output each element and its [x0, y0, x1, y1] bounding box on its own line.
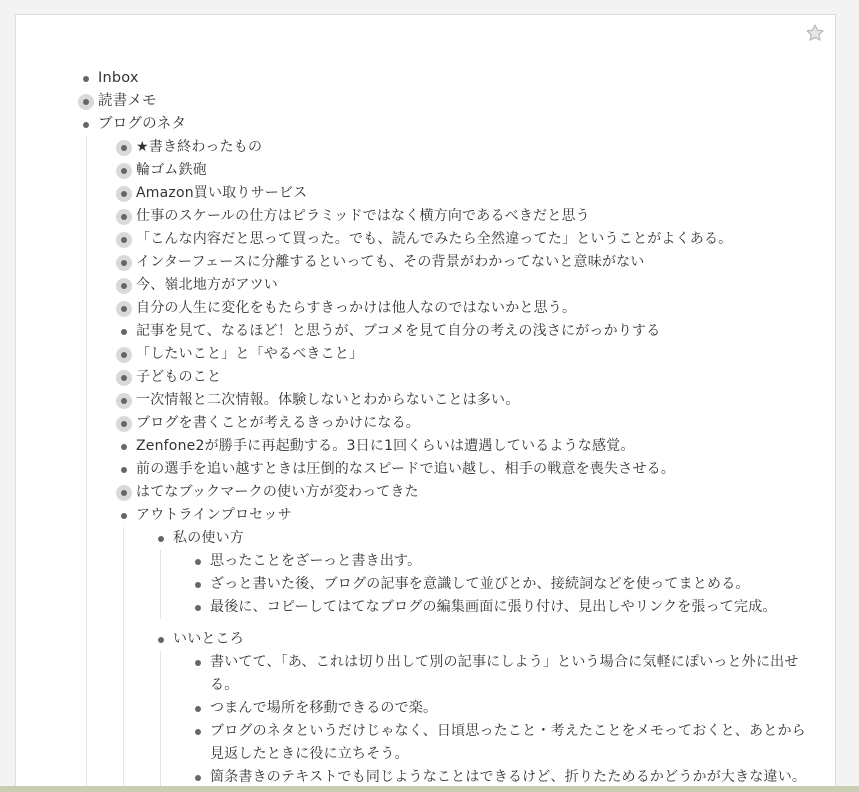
outline-item-label[interactable]: はてなブックマークの使い方が変わってきた: [136, 484, 419, 500]
bullet-icon[interactable]: [114, 458, 134, 481]
outline-row[interactable]: [114, 320, 816, 343]
bullet-icon[interactable]: [114, 504, 134, 527]
collapsed-bullet-icon[interactable]: [114, 389, 134, 412]
bullet-dot: [121, 214, 127, 220]
outline-panel: [15, 14, 836, 792]
outline-item: [114, 320, 816, 343]
bullet-icon[interactable]: [188, 697, 208, 720]
outline-row[interactable]: [188, 651, 816, 697]
outline-item-label[interactable]: ブログのネタというだけじゃなく、日頃思ったこと・考えたことをメモっておくと、あとから見返したときに役に立ちそう。: [210, 723, 806, 762]
outline-row[interactable]: [114, 412, 816, 435]
outline-row[interactable]: [114, 435, 816, 458]
collapsed-bullet-icon[interactable]: [114, 136, 134, 159]
bullet-dot: [195, 729, 201, 735]
collapsed-bullet-icon[interactable]: [114, 159, 134, 182]
outline-item-label[interactable]: 思ったことをざーっと書き出す。: [210, 553, 422, 569]
bullet-dot: [195, 775, 201, 781]
bullet-dot: [121, 191, 127, 197]
outline-item-label[interactable]: 箇条書きのテキストでも同じようなことはできるけど、折りたためるかどうかが大きな違い。: [210, 769, 807, 785]
bullet-dot: [195, 706, 201, 712]
outline-row[interactable]: [114, 504, 816, 527]
outline-children: [160, 651, 816, 789]
outline-item-label[interactable]: ブログのネタ: [98, 116, 187, 132]
outline-row[interactable]: [76, 113, 816, 136]
bullet-dot: [121, 490, 127, 496]
bullet-icon[interactable]: [188, 720, 208, 743]
outline-row[interactable]: [114, 159, 816, 182]
bullet-icon[interactable]: [76, 113, 96, 136]
outline-item: [114, 481, 816, 504]
bullet-icon[interactable]: [188, 550, 208, 573]
outline-item: [76, 90, 816, 113]
bullet-dot: [121, 283, 127, 289]
outline-item: [188, 573, 816, 596]
outline-item: [114, 136, 816, 159]
outline-row[interactable]: [114, 458, 816, 481]
outline-item: [188, 720, 816, 766]
outline-item: [114, 274, 816, 297]
bullet-icon[interactable]: [76, 67, 96, 90]
outline-item-label[interactable]: ブログを書くことが考えるきっかけになる。: [136, 415, 420, 431]
bullet-dot: [121, 168, 127, 174]
bullet-dot: [121, 260, 127, 266]
bullet-dot: [121, 237, 127, 243]
bullet-dot: [158, 637, 164, 643]
outline-item: [114, 182, 816, 205]
collapsed-bullet-icon[interactable]: [114, 481, 134, 504]
outline-item: [114, 389, 816, 412]
bullet-dot: [121, 329, 127, 335]
outline-item-label[interactable]: 最後に、コピーしてはてなブログの編集画面に張り付け、見出しやリンクを張って完成。: [210, 599, 777, 615]
outline-item: [188, 697, 816, 720]
outline-item-label[interactable]: アウトラインプロセッサ: [136, 507, 292, 523]
outline-item-label[interactable]: 一次情報と二次情報。体験しないとわからないことは多い。: [136, 392, 520, 408]
outline-item: [114, 205, 816, 228]
outline-row[interactable]: [114, 366, 816, 389]
outline-item: [114, 504, 816, 789]
outline-root: [76, 67, 816, 789]
outline-item: [188, 550, 816, 573]
outline-row[interactable]: [188, 596, 816, 619]
bullet-icon[interactable]: [114, 435, 134, 458]
outline-item-label[interactable]: 私の使い方: [173, 530, 244, 546]
bullet-icon[interactable]: [188, 573, 208, 596]
bullet-dot: [195, 605, 201, 611]
outline-item-label[interactable]: 子どものこと: [136, 369, 222, 385]
outline-row[interactable]: [76, 67, 816, 90]
outline-item: [114, 159, 816, 182]
outline-row[interactable]: [76, 90, 816, 113]
outline-row[interactable]: [188, 550, 816, 573]
bottom-bar: [0, 786, 859, 792]
outline-item: [76, 113, 816, 789]
bullet-icon[interactable]: [114, 320, 134, 343]
outline-row[interactable]: [188, 573, 816, 596]
outline-item-label[interactable]: 仕事のスケールの仕方はピラミッドではなく横方向であるべきだと思う: [136, 208, 590, 224]
outline-item-label[interactable]: 記事を見て、なるほど！と思うが、ブコメを見て自分の考えの浅さにがっかりする: [136, 323, 661, 339]
outline-item-label[interactable]: つまんで場所を移動できるので楽。: [210, 700, 438, 716]
outline-item-label[interactable]: ★書き終わったもの: [136, 139, 263, 155]
bullet-dot: [83, 122, 89, 128]
collapsed-bullet-icon[interactable]: [114, 228, 134, 251]
bullet-icon[interactable]: [188, 651, 208, 674]
outline-item-label[interactable]: Amazon買い取りサービス: [136, 185, 308, 201]
outline-item-label[interactable]: 自分の人生に変化をもたらすきっかけは他人なのではないかと思う。: [136, 300, 577, 316]
outline-item-label[interactable]: いいところ: [173, 631, 244, 647]
outline-item-label[interactable]: 読書メモ: [98, 93, 157, 109]
outline-item: [114, 458, 816, 481]
outline-item: [151, 628, 816, 789]
bullet-icon[interactable]: [188, 596, 208, 619]
spacer: [151, 619, 816, 628]
outline-item-label[interactable]: 前の選手を追い越すときは圧倒的なスピードで追い越し、相手の戦意を喪失させる。: [136, 461, 676, 477]
star-icon[interactable]: [805, 23, 825, 43]
outline-item: [114, 366, 816, 389]
outline-row[interactable]: [114, 228, 816, 251]
outline-children: [123, 527, 816, 789]
collapsed-bullet-icon[interactable]: [114, 274, 134, 297]
collapsed-bullet-icon[interactable]: [114, 205, 134, 228]
bullet-dot: [83, 76, 89, 82]
collapsed-bullet-icon[interactable]: [114, 297, 134, 320]
outline-row[interactable]: [114, 136, 816, 159]
bullet-dot: [121, 352, 127, 358]
bullet-icon[interactable]: [151, 628, 171, 651]
outline-item: [114, 343, 816, 366]
bullet-dot: [121, 306, 127, 312]
outline-row[interactable]: [151, 628, 816, 651]
outline-item: [188, 651, 816, 697]
outline-children: [160, 550, 816, 619]
bullet-dot: [121, 398, 127, 404]
bullet-dot: [121, 467, 127, 473]
outline-item: [76, 67, 816, 90]
outline-children: [86, 136, 816, 789]
collapsed-bullet-icon[interactable]: [76, 90, 96, 113]
bullet-dot: [195, 559, 201, 565]
outline-row[interactable]: [188, 720, 816, 766]
outline-item-label[interactable]: ざっと書いた後、ブログの記事を意識して並びとか、接続詞などを使ってまとめる。: [210, 576, 750, 592]
outline-row[interactable]: [151, 527, 816, 550]
outline-item-label[interactable]: インターフェースに分離するといっても、その背景がわかってないと意味がない: [136, 254, 645, 270]
outline-item-label[interactable]: 「したいこと」と「やるべきこと」: [136, 346, 364, 362]
collapsed-bullet-icon[interactable]: [114, 412, 134, 435]
bullet-dot: [121, 444, 127, 450]
bullet-dot: [158, 536, 164, 542]
outline-row[interactable]: [114, 389, 816, 412]
outline-row[interactable]: [114, 182, 816, 205]
bullet-dot: [195, 660, 201, 666]
bullet-dot: [121, 145, 127, 151]
outline-item-label[interactable]: Inbox: [98, 70, 139, 86]
outline-item: [114, 251, 816, 274]
outline-item: [114, 228, 816, 251]
bullet-dot: [195, 582, 201, 588]
collapsed-bullet-icon[interactable]: [114, 343, 134, 366]
collapsed-bullet-icon[interactable]: [114, 251, 134, 274]
outline-item: [114, 435, 816, 458]
outline-item: [114, 412, 816, 435]
bullet-dot: [83, 99, 89, 105]
outline-item: [114, 297, 816, 320]
outline-row[interactable]: [188, 697, 816, 720]
collapsed-bullet-icon[interactable]: [114, 366, 134, 389]
outline-item-label[interactable]: Zenfone2が勝手に再起動する。3日に1回くらいは遭遇しているような感覚。: [136, 438, 635, 454]
outline-item-label[interactable]: 輪ゴム鉄砲: [136, 162, 207, 178]
outline-row[interactable]: [114, 297, 816, 320]
outline-row[interactable]: [114, 205, 816, 228]
bullet-dot: [121, 375, 127, 381]
bullet-icon[interactable]: [151, 527, 171, 550]
outline-item-label[interactable]: 今、嶺北地方がアツい: [136, 277, 278, 293]
outline-item: [188, 596, 816, 619]
outline-item-label[interactable]: 「こんな内容だと思って買った。でも、読んでみたら全然違ってた」ということがよくある。: [136, 231, 733, 247]
outline-item-label[interactable]: 書いてて、「あ、これは切り出して別の記事にしよう」という場合に気軽にぽいっと外に出せる。: [210, 654, 799, 693]
outline-row[interactable]: [114, 343, 816, 366]
outline-item: [151, 527, 816, 628]
outline-row[interactable]: [114, 274, 816, 297]
outline-row[interactable]: [114, 251, 816, 274]
bullet-dot: [121, 513, 127, 519]
outline-row[interactable]: [114, 481, 816, 504]
bullet-dot: [121, 421, 127, 427]
collapsed-bullet-icon[interactable]: [114, 182, 134, 205]
